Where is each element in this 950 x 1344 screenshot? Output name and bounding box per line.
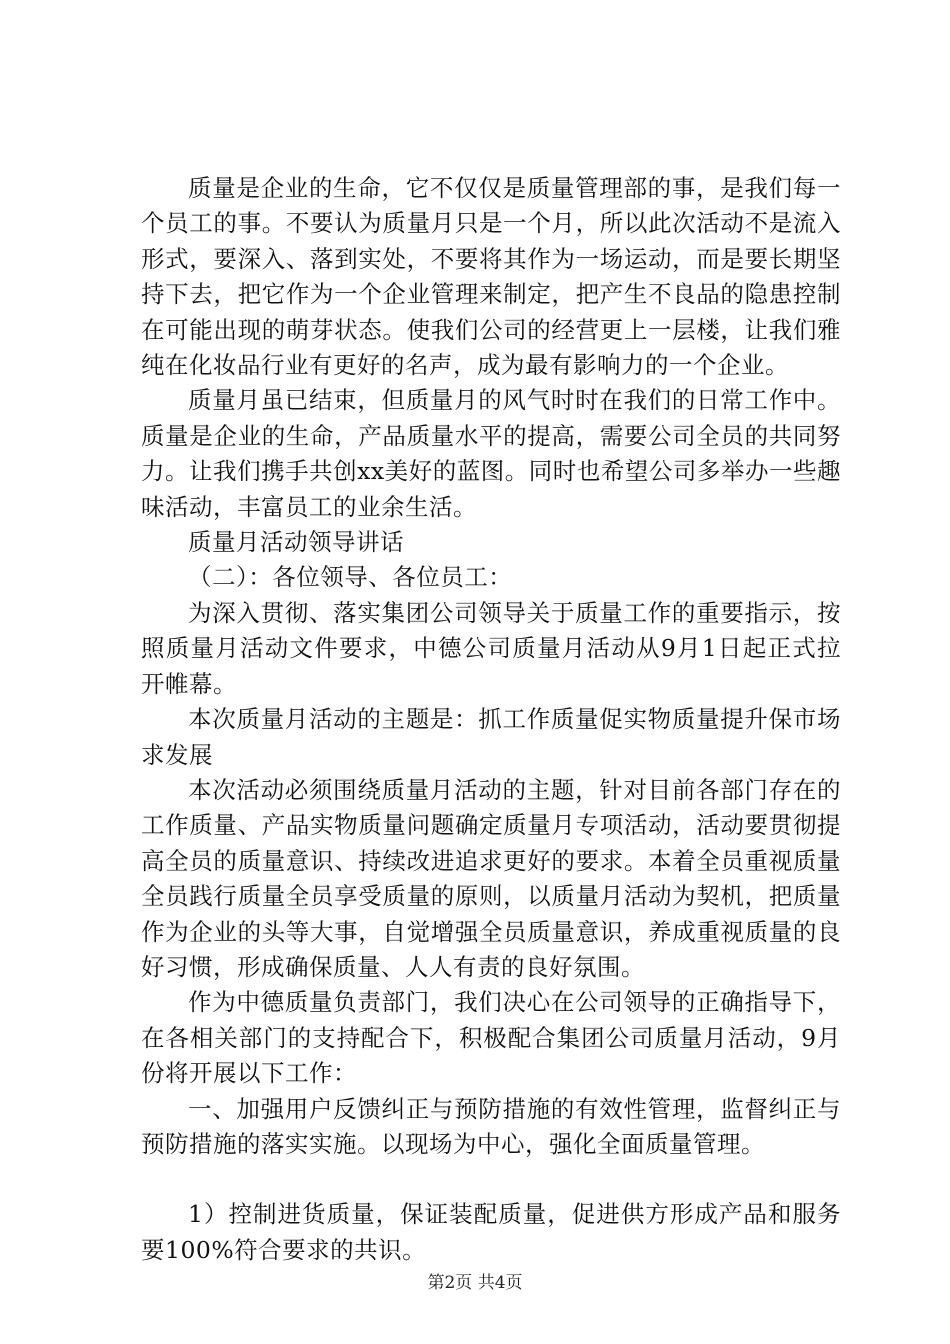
salutation: （二）：各位领导、各位员工： (188, 563, 513, 592)
paragraph: 质量月虽已结束，但质量月的风气时时在我们的日常工作中。质量是企业的生命，产品质量水平的提高，需要公司全员的共同努力。让我们携手共创xx美好的蓝图。同时也希望公司多举办一些趣味活动，丰富员工的业余生活。 (141, 386, 841, 521)
paragraph: 质量是企业的生命，它不仅仅是质量管理部的事，是我们每一个员工的事。不要认为质量月只是一个月，所以此次活动不是流入形式，要深入、落到实处，不要将其作为一场运动，而是要长期坚持下去，把它作为一个企业管理来制定，把产生不良品的隐患控制在可能出现的萌芽状态。使我们公司的经营更上一层楼，让我们雅纯在化妆品行业有更好的名声，成为最有影响力的一个企业。 (141, 174, 841, 380)
paragraph: 一、加强用户反馈纠正与预防措施的有效性管理，监督纠正与预防措施的落实实施。以现场为中心，强化全面质量管理。 (141, 1094, 841, 1158)
page-number: 第2页 共4页 (427, 1273, 523, 1293)
section-heading: 质量月活动领导讲话 (188, 528, 404, 557)
paragraph: 本次质量月活动的主题是：抓工作质量促实物质量提升保市场求发展 (141, 705, 841, 769)
paragraph: 本次活动必须围绕质量月活动的主题，针对目前各部门存在的工作质量、产品实物质量问题确定质量月专项活动，活动要贯彻提高全员的质量意识、持续改进追求更好的要求。本着全员重视质量全员践行质量全员享受质量的原则，以质量月活动为契机，把质量作为企业的头等大事，自觉增强全员质量意识，养成重视质量的良好习惯，形成确保质量、人人有责的良好氛围。 (141, 775, 841, 981)
list-item: 1）控制进货质量，保证装配质量，促进供方形成产品和服务要100%符合要求的共识。 (141, 1200, 841, 1264)
paragraph: 为深入贯彻、落实集团公司领导关于质量工作的重要指示，按照质量月活动文件要求，中德公司质量月活动从9月1日起正式拉开帷幕。 (141, 598, 841, 698)
paragraph: 作为中德质量负责部门，我们决心在公司领导的正确指导下，在各相关部门的支持配合下，积极配合集团公司质量月活动，9月份将开展以下工作： (141, 988, 841, 1088)
document-body (141, 171, 841, 1268)
